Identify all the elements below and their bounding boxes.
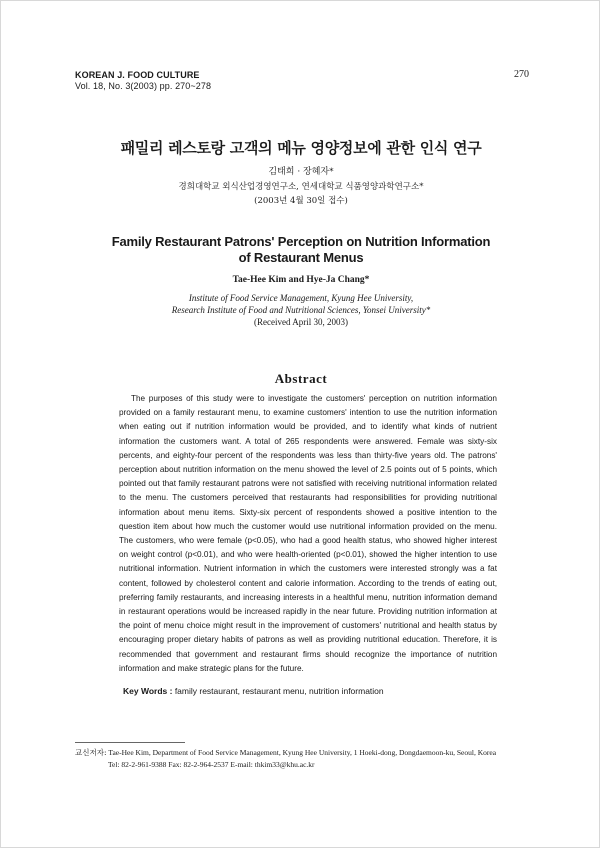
korean-authors: 김태희 · 장혜자*	[268, 167, 334, 177]
english-title-line2: of Restaurant Menus	[238, 250, 364, 265]
corresponding-author-footnote	[75, 747, 496, 771]
footnote-divider	[75, 742, 185, 743]
institution-line2: Research Institute of Food and Nutritional Sciences, Yonsei University*	[171, 305, 431, 315]
journal-volume: Vol. 18, No. 3(2003) pp. 270~278	[75, 81, 212, 91]
page-number: 270	[514, 69, 529, 80]
institution-line1: Institute of Food Service Management, Kyung Hee University,	[188, 293, 414, 303]
abstract-heading: Abstract	[274, 371, 328, 386]
korean-received-date: (2003년 4월 30일 접수)	[254, 196, 348, 206]
journal-name: KOREAN J. FOOD CULTURE	[75, 70, 200, 80]
english-authors: Tae-Hee Kim and Hye-Ja Chang*	[232, 275, 370, 285]
footnote-label: 교신저자:	[75, 748, 107, 757]
english-received-date: (Received April 30, 2003)	[254, 317, 348, 327]
journal-info	[75, 70, 211, 92]
keywords-label: Key Words :	[123, 686, 173, 696]
footnote-line1: Tae-Hee Kim, Department of Food Service Management, Kyung Hee University, 1 Hoeki-dong, Dongdaemoon-ku, Seoul, Korea	[108, 748, 497, 757]
english-title-line1: Family Restaurant Patrons' Perception on Nutrition Information	[111, 234, 491, 249]
keywords	[123, 686, 384, 696]
english-institutions	[1, 292, 600, 316]
korean-institutions: 경희대학교 외식산업경영연구소, 연세대학교 식품영양과학연구소*	[178, 182, 424, 192]
korean-title: 패밀리 레스토랑 고객의 메뉴 영양정보에 관한 인식 연구	[120, 139, 482, 157]
english-title	[1, 234, 600, 266]
keywords-list: family restaurant, restaurant menu, nutrition information	[174, 686, 384, 696]
footnote-line2: Tel: 82-2-961-9388 Fax: 82-2-964-2537 E-mail: thkim33@khu.ac.kr	[108, 760, 315, 769]
abstract-body: The purposes of this study were to investigate the customers' perception on nutrition information provided on a family restaurant menu, to examine customers' intention to use the nutrition information when eating out if nutrition information would be provided, and to identify what kinds of nutrient information the customers want. A total of 265 respondents were answered. Female was sixty-six percents, and eighty-four percent of the respondents was less than thirty-five years old. The patrons' perception about nutrition information on the menu showed the level of 2.5 points out of 5 points, which pointed out that family restaurant patrons were not satisfied with receiving nutritional information related to the menu. The customers perceived that restaurants had responsibilities for providing nutritional information about menu items. Sixty-six percent of respondents showed a positive intention to the question item about how much the customer would use nutritional information provided on the menu. The customers, who were female (p<0.05), who had a good health status, who showed higher interest on weight control (p<0.01), and who were health-oriented (p<0.01), showed the higher intention to use nutritional information. Nutrient information in which the customers were interested strongly was a fat content, followed by cholesterol content and calorie information. According to the trends of eating out, preferring family restaurants, and increasing interests in a healthful menu, nutrition information demand in restaurant operations would be increased rapidly in the near future. Providing nutrition information at the point of menu choice might result in the improvement of customers' nutritional and health status by encouraging proper dietary habits of patrons as well as providing nutritional education. Therefore, it is recommended that government and restaurant firms should recognize the importance of nutrition information and make strategic plans for the future.	[119, 394, 497, 673]
